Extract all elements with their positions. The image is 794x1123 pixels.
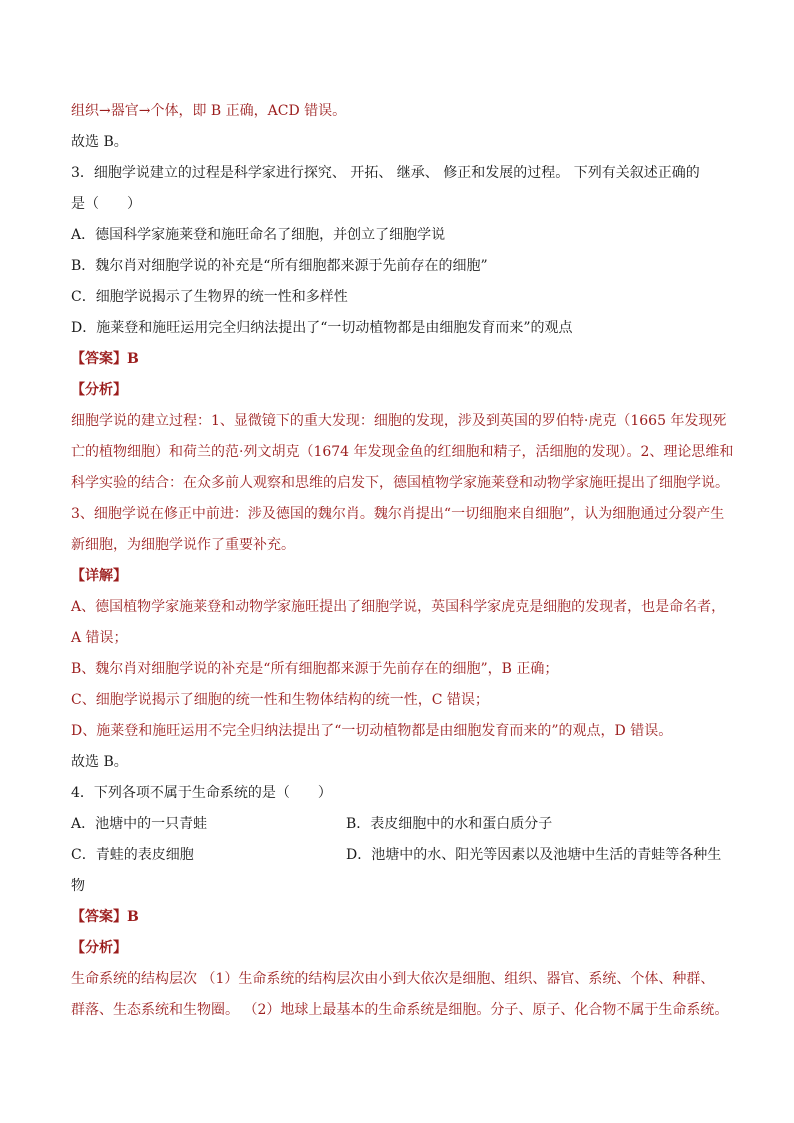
document-page xyxy=(71,96,734,1026)
question-4-option-a: A．池塘中的一只青蛙 xyxy=(71,816,208,832)
analysis-text: 群落、生态系统和生物圈。 （2）地球上最基本的生命系统是细胞。分子、原子、化合物不属于生命系统。 xyxy=(71,1002,729,1018)
detail-text: C、细胞学说揭示了细胞的统一性和生物体结构的统一性，C 错误； xyxy=(71,692,489,708)
question-3-option-c: C．细胞学说揭示了生物界的统一性和多样性 xyxy=(71,289,348,305)
question-3-stem-cont: 是（ ） xyxy=(71,196,141,212)
question-4-option-b: B．表皮细胞中的水和蛋白质分子 xyxy=(346,816,553,832)
detail-text: A、德国植物学家施莱登和动物学家施旺提出了细胞学说，英国科学家虎克是细胞的发现者，也是命名者， xyxy=(71,599,726,615)
question-4-options-row-2 xyxy=(71,840,727,871)
question-4-option-d-cont: 物 xyxy=(71,878,85,894)
analysis-text: 新细胞，为细胞学说作了重要补充。 xyxy=(71,537,295,553)
analysis-text: 亡的植物细胞）和荷兰的范·列文胡克（1674 年发现金鱼的红细胞和精子，活细胞的发现）。2、理论思维和 xyxy=(71,444,734,460)
answer-explanation-line: 组织→器官→个体，即 B 正确，ACD 错误。 xyxy=(71,103,347,119)
analysis-text: 科学实验的结合：在众多前人观察和思维的启发下，德国植物学家施莱登和动物学家施旺提出了细胞学说。 xyxy=(71,475,729,491)
analysis-heading: 【分析】 xyxy=(71,382,127,398)
question-4-option-c: C．青蛙的表皮细胞 xyxy=(71,847,194,863)
question-3-option-d: D．施莱登和施旺运用完全归纳法提出了“一切动植物都是由细胞发育而来”的观点 xyxy=(71,320,573,336)
question-3-stem: 3．细胞学说建立的过程是科学家进行探究、 开拓、 继承、 修正和发展的过程。 下列有关叙述正确的 xyxy=(71,165,700,181)
analysis-heading: 【分析】 xyxy=(71,940,127,956)
choose-b-line: 故选 B。 xyxy=(71,754,128,770)
question-4-stem: 4．下列各项不属于生命系统的是（ ） xyxy=(71,785,332,801)
question-4-options-row-1 xyxy=(71,809,727,840)
choose-b-line: 故选 B。 xyxy=(71,134,128,150)
question-3-option-b: B．魏尔肖对细胞学说的补充是“所有细胞都来源于先前存在的细胞” xyxy=(71,258,488,274)
answer-heading: 【答案】B xyxy=(71,351,139,367)
question-3-option-a: A．德国科学家施莱登和施旺命名了细胞，并创立了细胞学说 xyxy=(71,227,446,243)
answer-heading: 【答案】B xyxy=(71,909,139,925)
analysis-text: 3、细胞学说在修正中前进：涉及德国的魏尔肖。魏尔肖提出“一切细胞来自细胞”，认为细胞通过分裂产生 xyxy=(71,506,725,522)
detail-text: A 错误； xyxy=(71,630,128,646)
detail-text: B、魏尔肖对细胞学说的补充是“所有细胞都来源于先前存在的细胞”，B 正确； xyxy=(71,661,559,677)
question-4-option-d: D．池塘中的水、阳光等因素以及池塘中生活的青蛙等各种生 xyxy=(346,847,722,863)
detail-heading: 【详解】 xyxy=(71,568,127,584)
detail-text: D、施莱登和施旺运用不完全归纳法提出了“一切动植物都是由细胞发育而来的”的观点，D 错误。 xyxy=(71,723,673,739)
analysis-text: 生命系统的结构层次 （1）生命系统的结构层次由小到大依次是细胞、组织、器官、系统、个体、种群、 xyxy=(71,971,715,987)
analysis-text: 细胞学说的建立过程：1、显微镜下的重大发现：细胞的发现，涉及到英国的罗伯特·虎克（1665 年发现死 xyxy=(71,413,727,429)
